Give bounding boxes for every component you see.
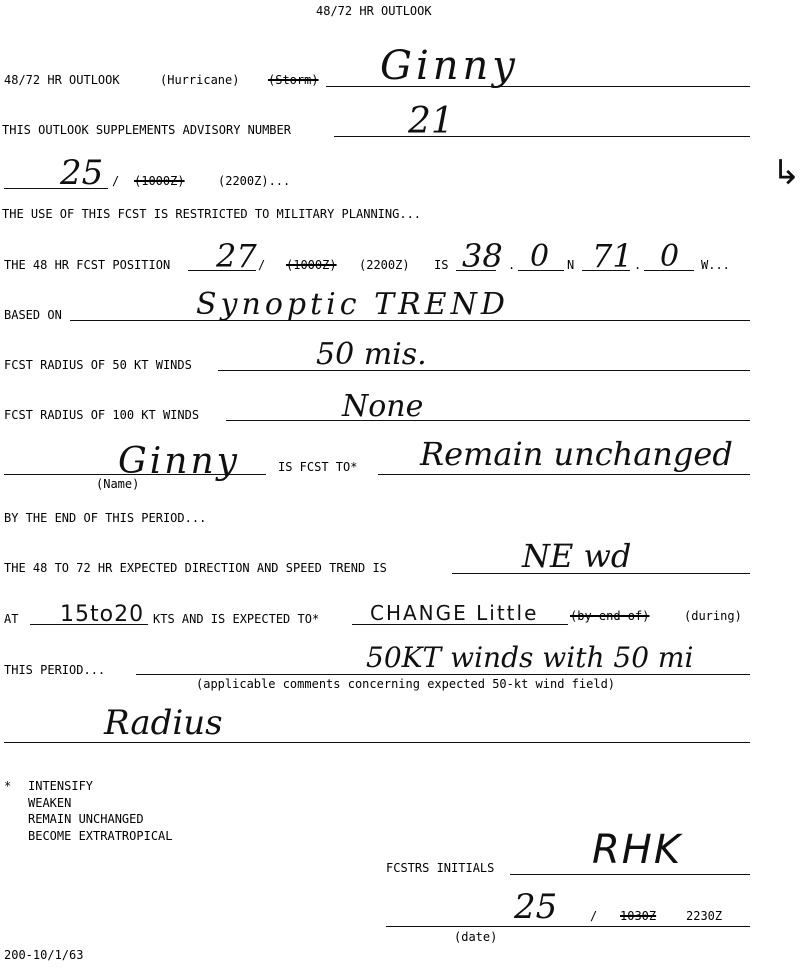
fcst-to-line bbox=[378, 474, 750, 475]
date-line bbox=[386, 926, 750, 927]
based-on-label: BASED ON bbox=[4, 308, 62, 322]
trend-label: THE 48 TO 72 HR EXPECTED DIRECTION AND SPEED TREND IS bbox=[4, 561, 387, 575]
lon-dot: . bbox=[634, 258, 642, 272]
lat-tenth-value: 0 bbox=[530, 239, 550, 274]
fcst-to-value: Remain unchanged bbox=[420, 435, 733, 473]
comments-line bbox=[136, 674, 750, 675]
issue-slash: / bbox=[112, 174, 120, 188]
option-item: WEAKEN bbox=[28, 796, 72, 810]
radius-50kt-value: 50 mis. bbox=[316, 337, 427, 372]
kts-expected-label: KTS AND IS EXPECTED TO* bbox=[153, 612, 320, 626]
position-date-value: 27 bbox=[216, 237, 257, 275]
initials-line bbox=[510, 874, 750, 875]
footer-slash: / bbox=[590, 909, 598, 923]
position-time-1000-struck: (1000Z) bbox=[286, 258, 337, 272]
at-label: AT bbox=[4, 612, 19, 626]
lat-dot: . bbox=[508, 258, 516, 272]
form-number: 200-10/1/63 bbox=[4, 948, 84, 962]
initials-value: RHK bbox=[592, 827, 683, 873]
comments-value: 50KT winds with 50 mi bbox=[366, 641, 694, 674]
footer-date-value: 25 bbox=[514, 887, 558, 927]
outlook-label: 48/72 HR OUTLOOK bbox=[4, 73, 120, 87]
option-item: BECOME EXTRATROPICAL bbox=[28, 829, 173, 843]
radius-50kt-label: FCST RADIUS OF 50 KT WINDS bbox=[4, 358, 192, 372]
initials-label: FCSTRS INITIALS bbox=[386, 861, 495, 875]
footer-time-struck: 1030Z bbox=[620, 909, 657, 923]
storm-name-2-value: Ginny bbox=[118, 441, 240, 482]
type-hurricane: (Hurricane) bbox=[160, 73, 240, 87]
radius-100kt-value: None bbox=[342, 389, 424, 424]
position-time-2200: (2200Z) bbox=[359, 258, 410, 272]
date-caption: (date) bbox=[454, 930, 498, 944]
comments-caption: (applicable comments concerning expected 50-kt wind field) bbox=[196, 677, 616, 691]
is-fcst-to-label: IS FCST TO* bbox=[278, 460, 358, 474]
option-item: REMAIN UNCHANGED bbox=[28, 812, 144, 826]
comments-value-2: Radius bbox=[104, 703, 223, 743]
radius-100kt-label: FCST RADIUS OF 100 KT WINDS bbox=[4, 408, 200, 422]
type-storm-struck: (Storm) bbox=[268, 73, 319, 87]
footer-time: 2230Z bbox=[686, 909, 723, 923]
advisory-label: THIS OUTLOOK SUPPLEMENTS ADVISORY NUMBER bbox=[2, 123, 291, 137]
option-item: INTENSIFY bbox=[28, 779, 94, 793]
end-of-period-text: BY THE END OF THIS PERIOD... bbox=[4, 511, 207, 525]
lat-n: N bbox=[567, 258, 575, 272]
advisory-line bbox=[334, 136, 750, 137]
by-end-of-struck: (by end of) bbox=[570, 609, 650, 623]
issue-time-2200: (2200Z)... bbox=[218, 174, 291, 188]
this-period-label: THIS PERIOD... bbox=[4, 663, 106, 677]
advisory-number-value: 21 bbox=[408, 101, 454, 142]
speed-value: 15to20 bbox=[60, 602, 145, 627]
lat-whole-value: 38 bbox=[462, 237, 503, 275]
name-caption: (Name) bbox=[96, 477, 140, 491]
lon-whole-value: 71 bbox=[592, 237, 633, 275]
radius-50kt-line bbox=[218, 370, 750, 371]
issue-date-value: 25 bbox=[60, 153, 104, 193]
lon-w: W... bbox=[701, 258, 730, 272]
page-title: 48/72 HR OUTLOOK bbox=[316, 4, 432, 18]
issue-time-1000-struck: (1000Z) bbox=[134, 174, 185, 188]
position-label: THE 48 HR FCST POSITION bbox=[4, 258, 171, 272]
position-slash: / bbox=[258, 258, 266, 272]
during-label: (during) bbox=[684, 609, 742, 623]
based-on-value: Synoptic TREND bbox=[196, 287, 509, 322]
margin-arrow-mark: ↳ bbox=[772, 153, 800, 193]
position-is: IS bbox=[434, 258, 449, 272]
trend-value: NE wd bbox=[522, 537, 632, 575]
storm-name-value: Ginny bbox=[380, 43, 519, 89]
expected-value: CHANGE Little bbox=[370, 601, 539, 625]
radius-100kt-line bbox=[226, 420, 750, 421]
lon-tenth-value: 0 bbox=[660, 239, 680, 274]
restriction-notice: THE USE OF THIS FCST IS RESTRICTED TO MILITARY PLANNING... bbox=[2, 207, 422, 221]
options-star: * bbox=[4, 779, 12, 793]
